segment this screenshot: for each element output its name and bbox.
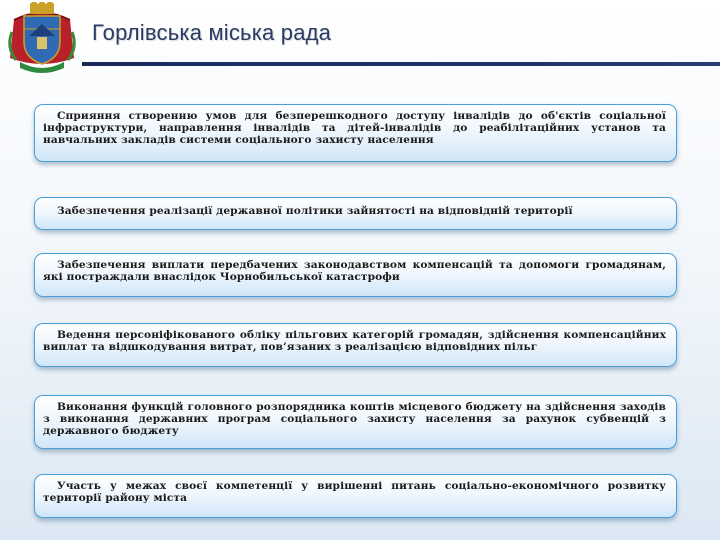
city-coat-of-arms-icon — [4, 2, 80, 76]
function-item-text: Забезпечення виплати передбачених законодавством компенсацій та допомоги громадянам, які постраждали внаслідок Чорнобильської катастрофи — [43, 259, 666, 283]
function-item-text: Участь у межах своєї компетенції у вирішенні питань соціально-економічного розвитку території району міста — [43, 480, 666, 504]
function-item — [34, 323, 677, 367]
function-item — [34, 474, 677, 518]
function-item-text: Виконання функцій головного розпорядника коштів місцевого бюджету на здійснення заходів з виконання державних програм соціального захисту населення за рахунок субвенцій з державного бюджету — [43, 401, 666, 437]
function-item — [34, 253, 677, 297]
function-item — [34, 104, 677, 162]
function-item — [34, 395, 677, 449]
page-title: Горлівська міська рада — [92, 20, 332, 45]
title-divider — [82, 62, 720, 66]
function-item-text: Ведення персоніфікованого обліку пільгових категорій громадян, здійснення компенсаційних виплат та відшкодування витрат, пов’язаних з реалізацією відповідних пільг — [43, 329, 666, 353]
function-item-text: Сприяння створенню умов для безперешкодного доступу інвалідів до об'єктів соціальної інфраструктури, направлення інвалідів та дітей-інвалідів до реабілітаційних установ та навчальних закладів системи соціального захисту населення — [43, 110, 666, 146]
function-item-text: Забезпечення реалізації державної політики зайнятості на відповідній території — [57, 205, 573, 217]
function-item — [34, 197, 677, 230]
